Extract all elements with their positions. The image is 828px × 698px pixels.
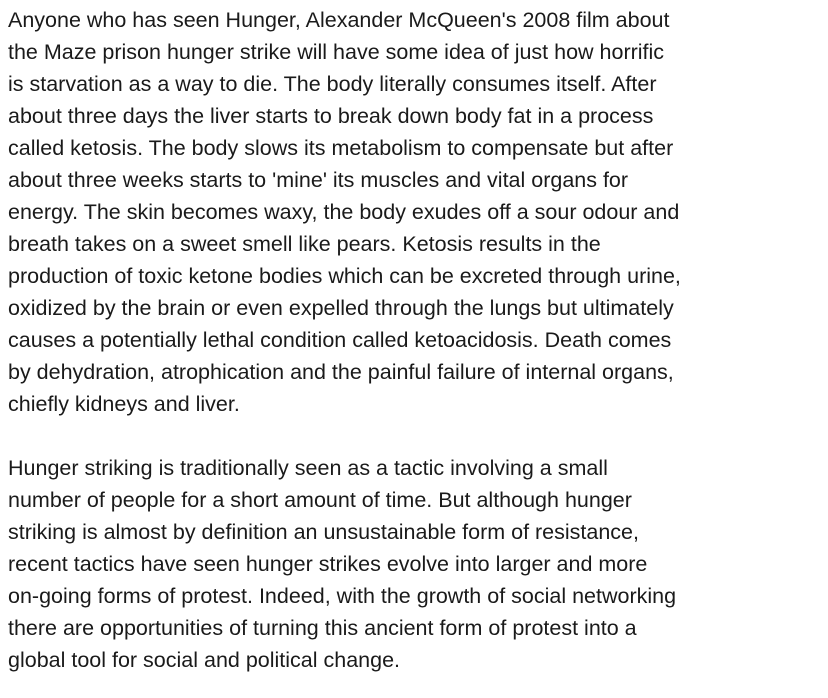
text-line: by dehydration, atrophication and the painful failure of internal organs, bbox=[8, 360, 674, 384]
text-line: breath takes on a sweet smell like pears. Ketosis results in the bbox=[8, 232, 601, 256]
text-line: about three weeks starts to 'mine' its muscles and vital organs for bbox=[8, 168, 629, 192]
text-line: Hunger striking is traditionally seen as a tactic involving a small bbox=[8, 456, 608, 480]
text-line: chiefly kidneys and liver. bbox=[8, 392, 240, 416]
text-line: causes a potentially lethal condition called ketoacidosis. Death comes bbox=[8, 328, 672, 352]
text-line: Anyone who has seen Hunger, Alexander McQueen's 2008 film about bbox=[8, 8, 670, 32]
paragraph-hunger-striking bbox=[8, 452, 820, 676]
paragraph-spacer bbox=[8, 420, 820, 452]
text-line: on-going forms of protest. Indeed, with the growth of social networking bbox=[8, 584, 677, 608]
text-line: about three days the liver starts to break down body fat in a process bbox=[8, 104, 654, 128]
text-line: there are opportunities of turning this ancient form of protest into a bbox=[8, 616, 637, 640]
text-line: the Maze prison hunger strike will have some idea of just how horrific bbox=[8, 40, 665, 64]
text-line: recent tactics have seen hunger strikes evolve into larger and more bbox=[8, 552, 648, 576]
text-line: number of people for a short amount of time. But although hunger bbox=[8, 488, 632, 512]
text-line: oxidized by the brain or even expelled through the lungs but ultimately bbox=[8, 296, 674, 320]
text-line: global tool for social and political change. bbox=[8, 648, 401, 672]
text-line: production of toxic ketone bodies which can be excreted through urine, bbox=[8, 264, 681, 288]
paragraph-starvation bbox=[8, 4, 820, 420]
text-line: energy. The skin becomes waxy, the body exudes off a sour odour and bbox=[8, 200, 680, 224]
text-line: called ketosis. The body slows its metabolism to compensate but after bbox=[8, 136, 674, 160]
text-line: is starvation as a way to die. The body literally consumes itself. After bbox=[8, 72, 657, 96]
text-line: striking is almost by definition an unsustainable form of resistance, bbox=[8, 520, 639, 544]
